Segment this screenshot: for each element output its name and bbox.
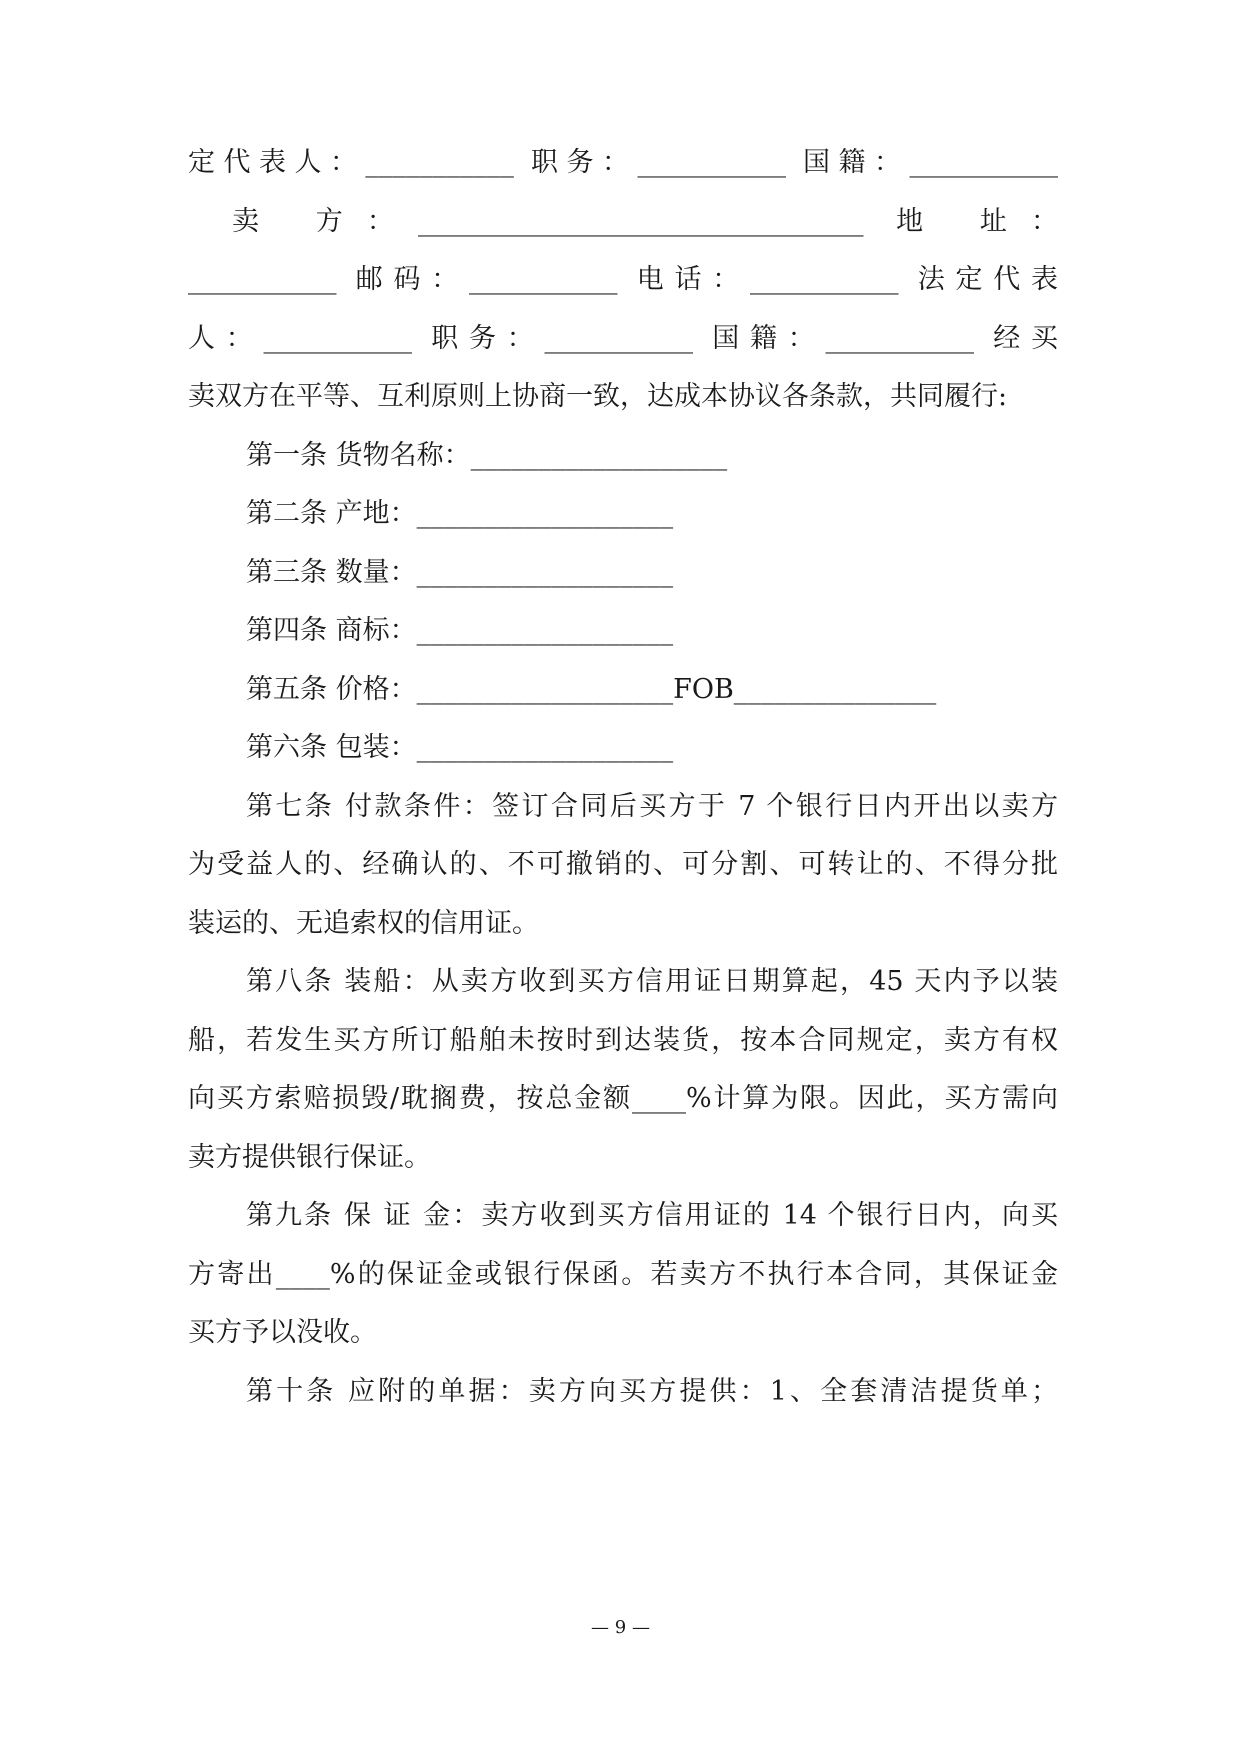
clause-8-line-3: 向买方索赔损毁/耽搁费，按总金额____%计算为限。因此，买方需向 — [188, 1083, 1058, 1114]
clause-10-line-1: 第十条 应附的单据：卖方向买方提供：1、全套清洁提货单； — [246, 1376, 1058, 1407]
clause-9-line-3: 买方予以没收。 — [188, 1317, 377, 1348]
text-line-3: ___________ 邮码：___________ 电话：___________ 法定代表 — [188, 264, 1058, 295]
clause-1: 第一条 货物名称：___________________ — [246, 440, 728, 471]
page-number: — 9 — — [591, 1617, 650, 1638]
clause-2: 第二条 产地：___________________ — [246, 498, 674, 529]
text-line-2: 卖 方：_________________________________ 地 址： — [232, 206, 1058, 237]
clause-5: 第五条 价格：___________________FOB_______________ — [246, 674, 937, 705]
clause-8-line-1: 第八条 装船：从卖方收到买方信用证日期算起，45 天内予以装 — [246, 966, 1058, 997]
clause-7-line-2: 为受益人的、经确认的、不可撤销的、可分割、可转让的、不得分批 — [188, 849, 1058, 880]
clause-7-line-3: 装运的、无追索权的信用证。 — [188, 908, 539, 939]
clause-9-line-2: 方寄出____%的保证金或银行保函。若卖方不执行本合同，其保证金 — [188, 1259, 1058, 1290]
clause-4: 第四条 商标：___________________ — [246, 615, 674, 646]
clause-8-line-4: 卖方提供银行保证。 — [188, 1142, 431, 1173]
clause-6: 第六条 包装：___________________ — [246, 732, 674, 763]
text-line-1: 定代表人：___________ 职务：___________ 国籍：___________ — [188, 147, 1058, 178]
clause-8-line-2: 船，若发生买方所订船舶未按时到达装货，按本合同规定，卖方有权 — [188, 1025, 1058, 1056]
text-line-4: 人：___________ 职务：___________ 国籍：___________ 经买 — [188, 323, 1058, 354]
clause-9-line-1: 第九条 保 证 金：卖方收到买方信用证的 14 个银行日内，向买 — [246, 1200, 1058, 1231]
text-line-5: 卖双方在平等、互利原则上协商一致，达成本协议各条款，共同履行: — [188, 381, 1008, 412]
clause-3: 第三条 数量：___________________ — [246, 557, 674, 588]
clause-7-line-1: 第七条 付款条件：签订合同后买方于 7 个银行日内开出以卖方 — [246, 791, 1058, 822]
